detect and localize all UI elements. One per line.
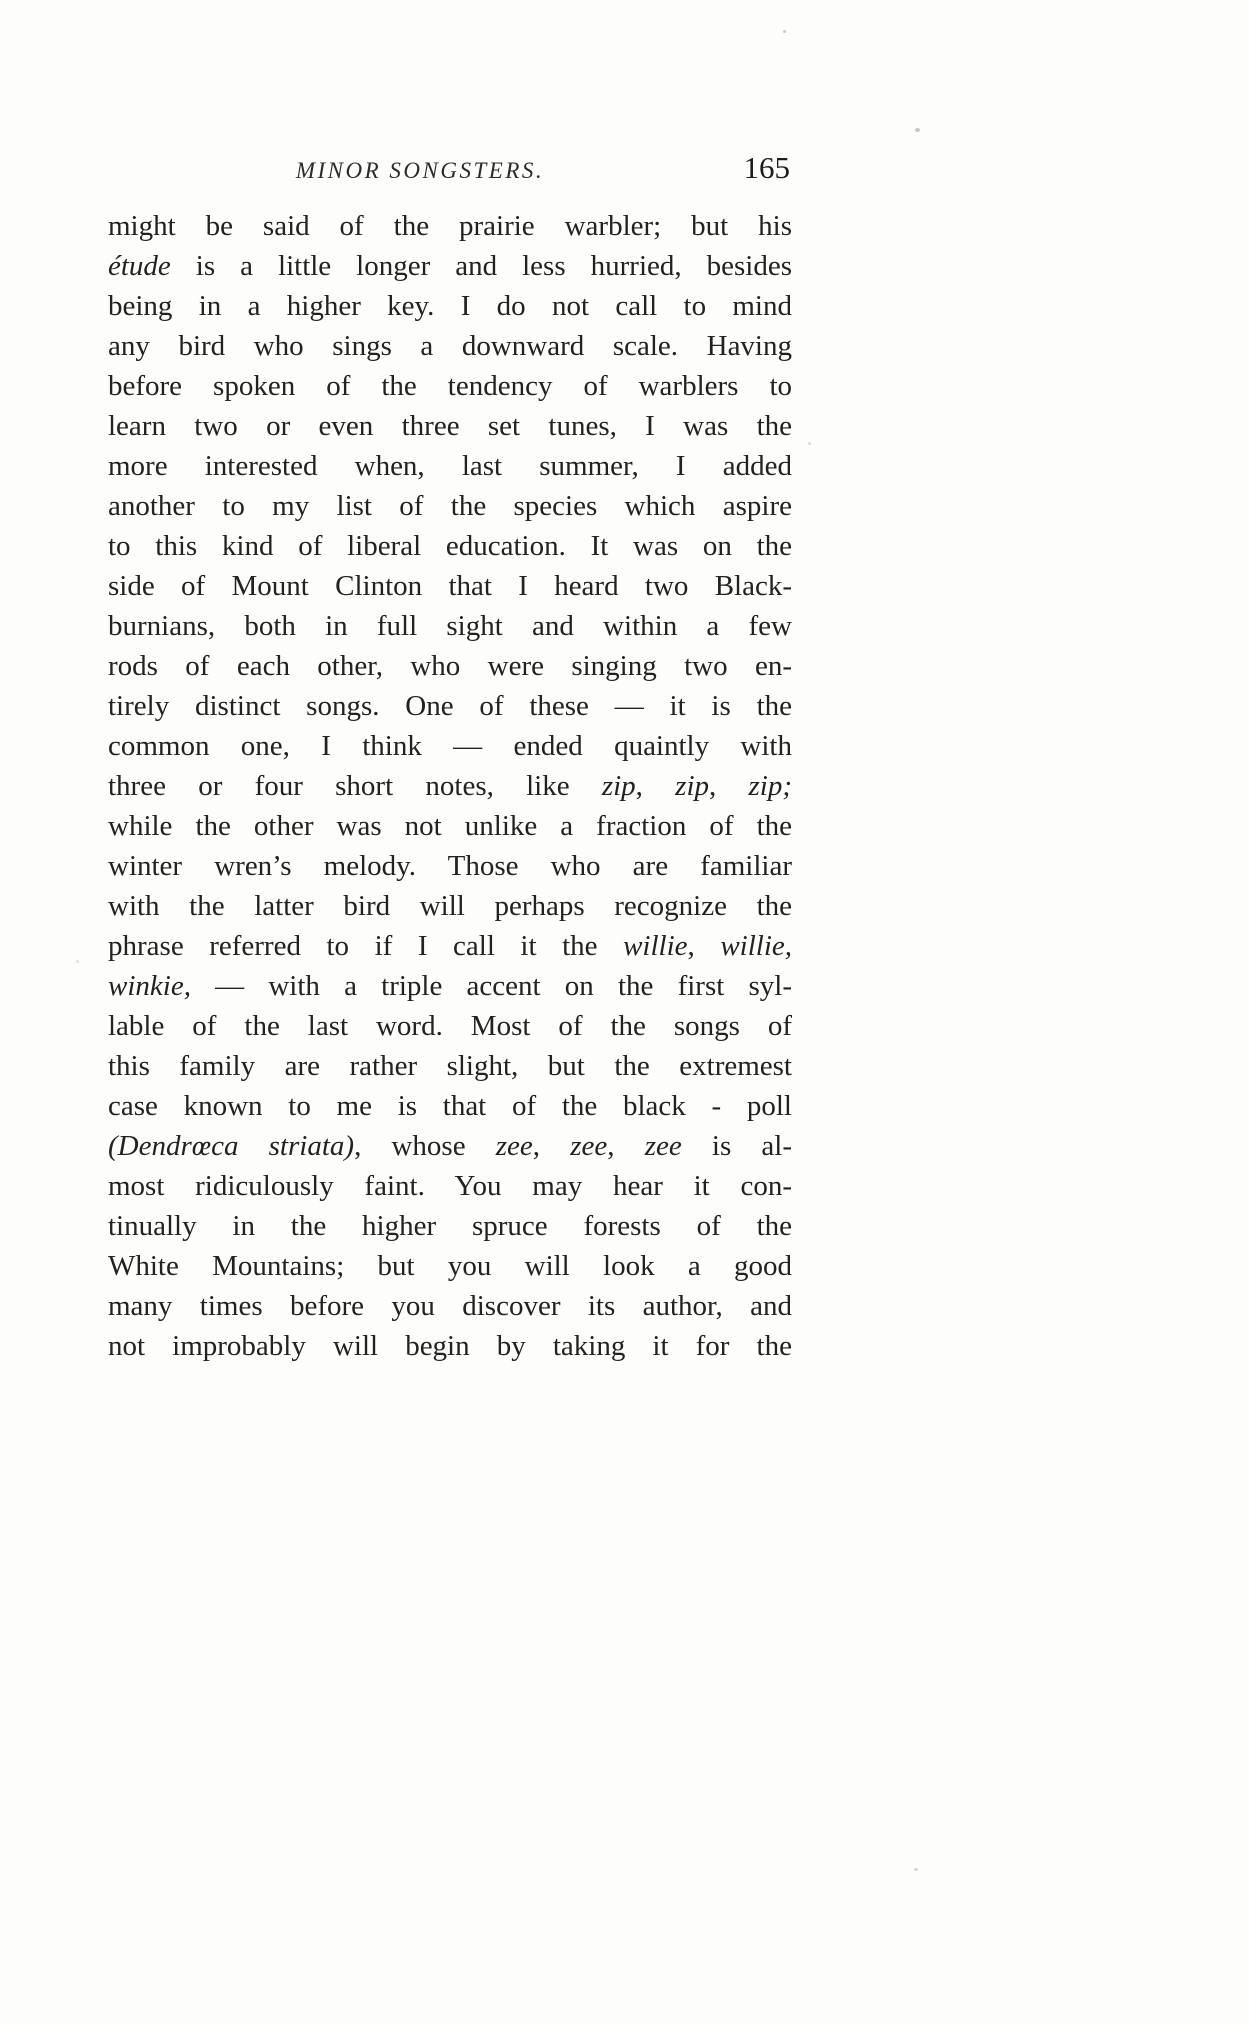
scan-speck [808, 442, 811, 445]
page-number: 165 [743, 150, 790, 185]
text-segment: tirely distinct songs. One of these — it is the [108, 690, 792, 722]
text-line [108, 286, 792, 326]
text-line [108, 886, 792, 926]
text-line [108, 686, 792, 726]
text-segment: while the other was not unlike a fraction of the [108, 810, 792, 842]
scan-speck [914, 1868, 918, 1871]
text-segment: burnians, both in full sight and within a few [108, 610, 792, 642]
text-line [108, 1006, 792, 1046]
text-line [108, 846, 792, 886]
italic-text-segment: étude [108, 250, 171, 282]
text-segment: more interested when, last summer, I added [108, 450, 792, 482]
text-line [108, 1246, 792, 1286]
text-line [108, 246, 792, 286]
italic-text-segment: zip; [748, 770, 793, 802]
text-segment: is al- [681, 1130, 793, 1162]
text-segment: another to my list of the species which aspire [108, 490, 792, 522]
text-line [108, 566, 792, 606]
italic-text-segment: willie, [720, 930, 793, 962]
italic-text-segment: zee [495, 1130, 533, 1162]
italic-text-segment: willie [623, 930, 688, 962]
italic-text-segment: (Dendrœca striata) [108, 1130, 355, 1162]
text-line [108, 1046, 792, 1086]
body-text [108, 206, 792, 1366]
text-segment: , [687, 930, 721, 962]
text-line [108, 926, 792, 966]
text-line [108, 966, 792, 1006]
text-segment: many times before you discover its author, and [108, 1290, 792, 1322]
text-segment: most ridiculously faint. You may hear it con- [108, 1170, 792, 1202]
text-line [108, 726, 792, 766]
running-title: MINOR SONGSTERS. [295, 158, 545, 183]
text-segment: phrase referred to if I call it the [108, 930, 624, 962]
text-line [108, 206, 792, 246]
text-line [108, 1206, 792, 1246]
text-segment: , [635, 770, 676, 802]
text-segment: is a little longer and less hurried, besides [170, 250, 792, 282]
text-segment: , whose [354, 1130, 496, 1162]
text-line [108, 646, 792, 686]
text-segment: side of Mount Clinton that I heard two Black- [108, 570, 792, 602]
italic-text-segment: zee [644, 1130, 682, 1162]
text-line [108, 366, 792, 406]
text-segment: any bird who sings a downward scale. Having [108, 330, 792, 362]
text-line [108, 1166, 792, 1206]
text-line [108, 1286, 792, 1326]
text-segment: before spoken of the tendency of warblers to [108, 370, 792, 402]
page-header [108, 150, 792, 194]
text-line [108, 526, 792, 566]
text-line [108, 1086, 792, 1126]
italic-text-segment: winkie, [108, 970, 191, 1002]
text-segment: this family are rather slight, but the extremest [108, 1050, 792, 1082]
text-segment: with the latter bird will perhaps recognize the [108, 890, 792, 922]
text-segment: — with a triple accent on the first syl- [190, 970, 792, 1002]
scan-speck [783, 30, 786, 33]
text-segment: , [709, 770, 749, 802]
text-segment: , [607, 1130, 645, 1162]
text-segment: three or four short notes, like [108, 770, 602, 802]
text-line [108, 606, 792, 646]
text-segment: rods of each other, who were singing two en- [108, 650, 792, 682]
text-segment: winter wren’s melody. Those who are familiar [108, 850, 792, 882]
italic-text-segment: zee [570, 1130, 608, 1162]
text-line [108, 406, 792, 446]
text-segment: tinually in the higher spruce forests of the [108, 1210, 792, 1242]
text-segment: White Mountains; but you will look a good [108, 1250, 792, 1282]
text-line [108, 486, 792, 526]
italic-text-segment: zip [601, 770, 636, 802]
scan-speck [915, 128, 920, 132]
text-line [108, 1326, 792, 1366]
text-line [108, 806, 792, 846]
text-segment: lable of the last word. Most of the songs of [108, 1010, 792, 1042]
text-segment: learn two or even three set tunes, I was the [108, 410, 792, 442]
text-line [108, 446, 792, 486]
text-segment: not improbably will begin by taking it for the [108, 1330, 792, 1362]
text-segment: might be said of the prairie warbler; but his [108, 210, 792, 242]
scan-speck [76, 960, 79, 963]
text-segment: to this kind of liberal education. It was on the [108, 530, 792, 562]
text-segment: being in a higher key. I do not call to mind [108, 290, 792, 322]
text-line [108, 766, 792, 806]
text-segment: case known to me is that of the black - poll [108, 1090, 792, 1122]
italic-text-segment: zip [675, 770, 710, 802]
text-line [108, 326, 792, 366]
text-segment: , [532, 1130, 571, 1162]
text-segment: common one, I think — ended quaintly with [108, 730, 792, 762]
text-line [108, 1126, 792, 1166]
